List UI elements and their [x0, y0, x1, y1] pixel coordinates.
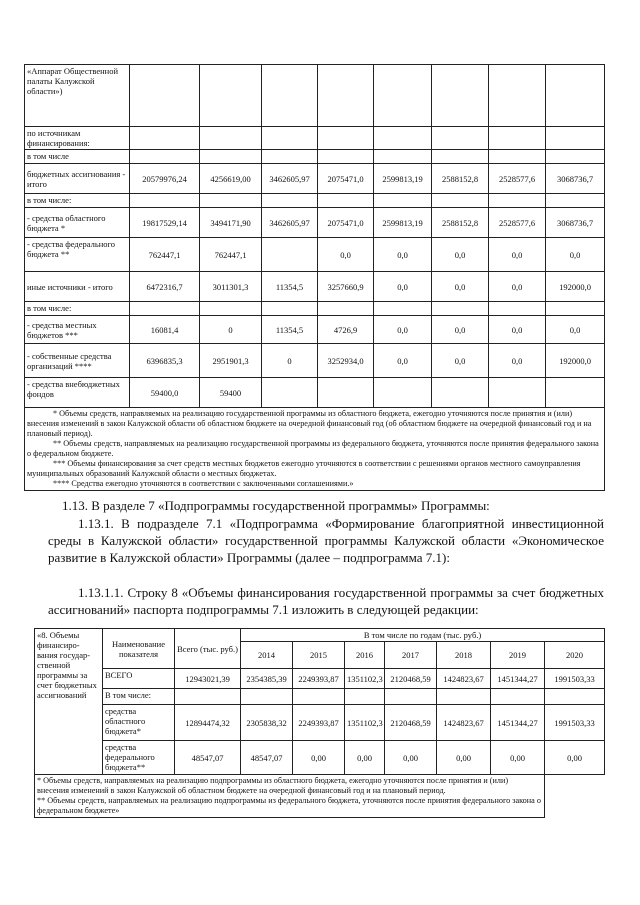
total-cell — [175, 689, 241, 705]
value-cell — [345, 689, 385, 705]
value-cell — [489, 378, 546, 408]
year-header: 2015 — [293, 642, 345, 669]
value-cell: 2249393,87 — [293, 669, 345, 689]
value-cell — [374, 150, 432, 164]
table-row — [35, 741, 605, 775]
value-cell: 1351102,3 — [345, 705, 385, 741]
value-cell: 2599813,19 — [374, 164, 432, 194]
value-cell: 1991503,33 — [545, 669, 605, 689]
value-cell: 0,0 — [318, 238, 374, 272]
col-name-header: Наименование показателя — [103, 629, 175, 669]
value-cell — [374, 378, 432, 408]
value-cell: 3011301,3 — [200, 272, 262, 302]
value-cell — [318, 302, 374, 316]
value-cell — [318, 127, 374, 150]
value-cell: 3462605,97 — [262, 208, 318, 238]
table1-notes-row — [25, 408, 605, 491]
value-cell — [130, 127, 200, 150]
paragraph-1-13: 1.13. В разделе 7 «Подпрограммы государственной программы» Программы: — [62, 498, 490, 513]
value-cell — [200, 65, 262, 127]
value-cell: 2249393,87 — [293, 705, 345, 741]
value-cell: 3494171,90 — [200, 208, 262, 238]
year-header: 2019 — [491, 642, 545, 669]
value-cell: 0,00 — [345, 741, 385, 775]
value-cell — [489, 194, 546, 208]
value-cell — [432, 194, 489, 208]
value-cell — [130, 194, 200, 208]
row-label: по источникам финансирования: — [25, 127, 130, 150]
value-cell: 2951901,3 — [200, 344, 262, 378]
value-cell: 11354,5 — [262, 316, 318, 344]
row-label: ВСЕГО — [103, 669, 175, 689]
value-cell: 1351102,3 — [345, 669, 385, 689]
value-cell: 0 — [262, 344, 318, 378]
value-cell — [200, 150, 262, 164]
value-cell: 2599813,19 — [374, 208, 432, 238]
value-cell: 3068736,7 — [546, 208, 605, 238]
value-cell — [432, 127, 489, 150]
value-cell — [432, 150, 489, 164]
value-cell: 0,0 — [374, 238, 432, 272]
table1-note: **** Средства ежегодно уточняются в соответствии с заключенными соглашениями.» — [53, 479, 354, 488]
table2-note: * Объемы средств, направляемых на реализацию подпрограммы из областного бюджета, ежегодно уточняются после принятия и (или) внесения изменений в закон Калужской об областном бюджете на очередной финансовый год и на плановый период. — [37, 776, 509, 795]
value-cell: 2075471,0 — [318, 164, 374, 194]
row-label: - собственные средства организаций **** — [25, 344, 130, 378]
table-row — [25, 164, 605, 194]
value-cell: 0,0 — [374, 344, 432, 378]
table-row — [25, 344, 605, 378]
value-cell: 0,00 — [293, 741, 345, 775]
value-cell: 0,0 — [432, 344, 489, 378]
value-cell — [374, 65, 432, 127]
value-cell: 0,0 — [546, 238, 605, 272]
value-cell: 1424823,67 — [437, 705, 491, 741]
value-cell — [546, 127, 605, 150]
row-label: - средства федерального бюджета ** — [25, 238, 130, 272]
paragraph-1-13-1-1: 1.13.1.1. Строку 8 «Объемы финансирования государственной программы за счет бюджетных ассигнований» паспорта подпрограммы 7.1 изложить в следующей редакции: — [48, 585, 604, 617]
value-cell: 6396835,3 — [130, 344, 200, 378]
table-row — [25, 127, 605, 150]
value-cell — [318, 194, 374, 208]
total-cell: 48547,07 — [175, 741, 241, 775]
value-cell: 1451344,27 — [491, 705, 545, 741]
value-cell — [489, 150, 546, 164]
value-cell — [262, 127, 318, 150]
value-cell: 4726,9 — [318, 316, 374, 344]
paragraph-1-13-1: 1.13.1. В подразделе 7.1 «Подпрограмма «Формирование благоприятной инвестиционной среды в Калужской области» государственной программы Калужской области «Экономическое развитие в Калужской области» Программы (далее – подпрограмма 7.1): — [48, 516, 604, 565]
value-cell — [385, 689, 437, 705]
value-cell: 2354385,39 — [241, 669, 293, 689]
value-cell: 2588152,8 — [432, 164, 489, 194]
year-header: 2016 — [345, 642, 385, 669]
value-cell — [546, 194, 605, 208]
table1-note: * Объемы средств, направляемых на реализацию государственной программы из областного бюджета, ежегодно уточняются после принятия и (или) внесения изменений в закон Калужской области об областном бюджете на очередной финансовый год (об областном бюджете на очередной финансовый год и на плановый период). — [27, 409, 592, 438]
year-header: 2014 — [241, 642, 293, 669]
col-total-header: Всего (тыс. руб.) — [175, 629, 241, 669]
value-cell — [262, 302, 318, 316]
table-row — [35, 669, 605, 689]
value-cell — [374, 194, 432, 208]
value-cell: 2305838,32 — [241, 705, 293, 741]
table-row — [25, 65, 605, 127]
row-label: - средства областного бюджета * — [25, 208, 130, 238]
value-cell — [546, 65, 605, 127]
value-cell — [491, 689, 545, 705]
value-cell — [432, 378, 489, 408]
table-row — [25, 316, 605, 344]
value-cell — [262, 65, 318, 127]
value-cell: 3252934,0 — [318, 344, 374, 378]
value-cell: 0,0 — [374, 316, 432, 344]
col-years-header: В том числе по годам (тыс. руб.) — [241, 629, 605, 642]
value-cell: 4256619,00 — [200, 164, 262, 194]
row-label: в том числе: — [25, 194, 130, 208]
year-header: 2017 — [385, 642, 437, 669]
value-cell — [262, 194, 318, 208]
value-cell — [318, 378, 374, 408]
value-cell — [200, 302, 262, 316]
value-cell — [546, 302, 605, 316]
value-cell — [546, 378, 605, 408]
total-cell: 12894474,32 — [175, 705, 241, 741]
value-cell: 0,0 — [546, 316, 605, 344]
year-header: 2018 — [437, 642, 491, 669]
value-cell: 2528577,6 — [489, 208, 546, 238]
value-cell — [489, 127, 546, 150]
table1-note: *** Объемы финансирования за счет средств местных бюджетов ежегодно уточняются в соответствии с решениями органов местного самоуправления муниципальных образований Калужской области о местных бюджетах. — [27, 459, 581, 478]
table1-note: ** Объемы средств, направляемых на реализацию государственной программы из федерального бюджета, уточняются после принятия федерального закона о федеральном бюджете. — [27, 439, 599, 458]
table-row — [25, 238, 605, 272]
value-cell — [432, 302, 489, 316]
row-label: в том числе — [25, 150, 130, 164]
row-label: В том числе: — [103, 689, 175, 705]
table2-notes-row — [35, 775, 605, 818]
value-cell — [374, 127, 432, 150]
value-cell: 3068736,7 — [546, 164, 605, 194]
table-row — [25, 272, 605, 302]
value-cell: 0,00 — [437, 741, 491, 775]
value-cell: 59400,0 — [130, 378, 200, 408]
table-row — [35, 689, 605, 705]
value-cell: 6472316,7 — [130, 272, 200, 302]
value-cell: 0,00 — [491, 741, 545, 775]
row-label: - средства местных бюджетов *** — [25, 316, 130, 344]
value-cell — [489, 65, 546, 127]
value-cell — [318, 150, 374, 164]
value-cell: 0,00 — [545, 741, 605, 775]
table-row — [25, 208, 605, 238]
value-cell: 1991503,33 — [545, 705, 605, 741]
table-row — [25, 302, 605, 316]
table1-notes — [25, 408, 605, 491]
financing-table-continued — [24, 64, 605, 491]
value-cell: 0,0 — [489, 238, 546, 272]
value-cell — [318, 65, 374, 127]
table-row — [35, 705, 605, 741]
value-cell: 1424823,67 — [437, 669, 491, 689]
value-cell: 3257660,9 — [318, 272, 374, 302]
value-cell: 0,0 — [489, 316, 546, 344]
table2-note: ** Объемы средств, направляемых на реализацию подпрограммы из федерального бюджета, уточняются после принятия федерального закона о федеральном бюджете» — [37, 796, 541, 815]
value-cell — [130, 65, 200, 127]
value-cell: 20579976,24 — [130, 164, 200, 194]
value-cell: 0,0 — [432, 238, 489, 272]
value-cell — [546, 150, 605, 164]
value-cell — [489, 302, 546, 316]
value-cell: 0,0 — [489, 344, 546, 378]
value-cell — [293, 689, 345, 705]
row-title-cell: «8. Объемы финансиро-вания государ-ственной программы за счет бюджетных ассигнований — [35, 629, 103, 775]
value-cell — [374, 302, 432, 316]
value-cell — [130, 302, 200, 316]
row-label: «Аппарат Общественной палаты Калужской области») — [25, 65, 130, 127]
value-cell: 0,0 — [374, 272, 432, 302]
value-cell: 0,0 — [432, 272, 489, 302]
value-cell: 48547,07 — [241, 741, 293, 775]
value-cell: 0 — [200, 316, 262, 344]
value-cell — [200, 194, 262, 208]
value-cell: 192000,0 — [546, 272, 605, 302]
value-cell: 3462605,97 — [262, 164, 318, 194]
row-label: бюджетных ассигнования - итого — [25, 164, 130, 194]
row-label: средства федерального бюджета** — [103, 741, 175, 775]
value-cell: 2120468,59 — [385, 669, 437, 689]
row-label: - средства внебюджетных фондов — [25, 378, 130, 408]
value-cell: 1451344,27 — [491, 669, 545, 689]
value-cell: 2120468,59 — [385, 705, 437, 741]
row-label: средства областного бюджета* — [103, 705, 175, 741]
table-row — [25, 150, 605, 164]
table-row — [25, 378, 605, 408]
value-cell: 0,0 — [489, 272, 546, 302]
subprogram-financing-table — [34, 628, 605, 818]
value-cell — [262, 238, 318, 272]
value-cell: 762447,1 — [130, 238, 200, 272]
value-cell — [130, 150, 200, 164]
value-cell: 0,0 — [432, 316, 489, 344]
row-label: иные источники - итого — [25, 272, 130, 302]
value-cell: 19817529,14 — [130, 208, 200, 238]
value-cell: 0,00 — [385, 741, 437, 775]
value-cell — [262, 378, 318, 408]
value-cell: 2528577,6 — [489, 164, 546, 194]
value-cell: 59400 — [200, 378, 262, 408]
value-cell — [241, 689, 293, 705]
value-cell: 11354,5 — [262, 272, 318, 302]
table-row — [25, 194, 605, 208]
value-cell — [200, 127, 262, 150]
value-cell — [437, 689, 491, 705]
total-cell: 12943021,39 — [175, 669, 241, 689]
row-label: в том числе: — [25, 302, 130, 316]
value-cell: 762447,1 — [200, 238, 262, 272]
value-cell — [545, 689, 605, 705]
value-cell: 192000,0 — [546, 344, 605, 378]
value-cell: 2075471,0 — [318, 208, 374, 238]
value-cell: 2588152,8 — [432, 208, 489, 238]
year-header: 2020 — [545, 642, 605, 669]
value-cell — [262, 150, 318, 164]
table2-notes — [35, 775, 545, 818]
value-cell — [432, 65, 489, 127]
value-cell: 16081,4 — [130, 316, 200, 344]
